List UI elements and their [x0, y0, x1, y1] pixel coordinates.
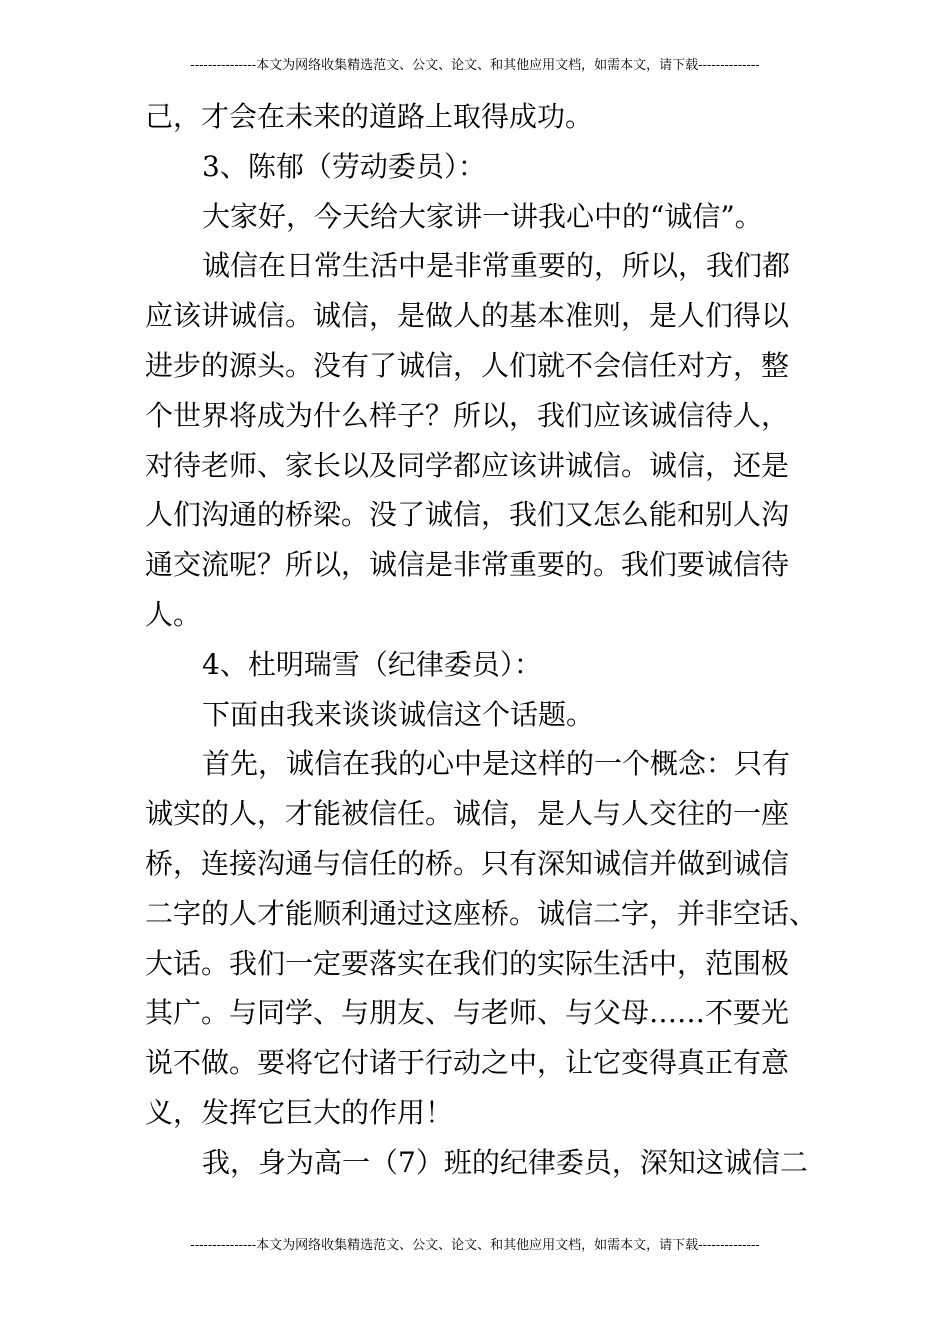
text-line: 其广。与同学、与朋友、与老师、与父母……不要光 [145, 996, 790, 1030]
text-line: 诚信在日常生活中是非常重要的，所以，我们都 [202, 249, 791, 283]
footer-note: ---------------本文为网络收集精选范文、公文、论文、和其他应用文档，如需本文，请下载-------------- [190, 1238, 760, 1253]
text-line: 桥，连接沟通与信任的桥。只有深知诚信并做到诚信 [145, 846, 790, 880]
text-line: 诚实的人，才能被信任。诚信，是人与人交往的一座 [145, 797, 790, 831]
text-line: 对待老师、家长以及同学都应该讲诚信。诚信，还是 [145, 448, 790, 482]
text-line: 义，发挥它巨大的作用！ [145, 1095, 454, 1129]
text-line: 大家好，今天给大家讲一讲我心中的“诚信”。 [202, 199, 763, 233]
text-line: 大话。我们一定要落实在我们的实际生活中，范围极 [145, 946, 790, 980]
text-line: 己，才会在未来的道路上取得成功。 [145, 100, 594, 133]
text-line: 应该讲诚信。诚信，是做人的基本准则，是人们得以 [145, 299, 790, 333]
text-line: 通交流呢？所以，诚信是非常重要的。我们要诚信待 [145, 548, 790, 582]
text-line: 个世界将成为什么样子？所以，我们应该诚信待人， [145, 398, 790, 432]
section-heading: 4、杜明瑞雪（纪律委员）： [202, 647, 542, 681]
text-line: 说不做。要将它付诸于行动之中，让它变得真正有意 [145, 1046, 790, 1080]
text-line: 我，身为高一（7）班的纪律委员，深知这诚信二 [202, 1145, 808, 1179]
header-note: ---------------本文为网络收集精选范文、公文、论文、和其他应用文档，如需本文，请下载-------------- [190, 58, 760, 73]
text-line: 下面由我来谈谈诚信这个话题。 [202, 697, 595, 731]
text-line: 进步的源头。没有了诚信，人们就不会信任对方，整 [145, 348, 790, 382]
text-line: 人。 [145, 597, 202, 631]
text-line: 首先，诚信在我的心中是这样的一个概念：只有 [202, 747, 791, 781]
section-heading: 3、陈郁（劳动委员）： [202, 149, 486, 183]
body-text [145, 92, 818, 1188]
text-line: 人们沟通的桥梁。没了诚信，我们又怎么能和别人沟 [145, 498, 790, 532]
text-line: 二字的人才能顺利通过这座桥。诚信二字，并非空话、 [145, 896, 818, 930]
